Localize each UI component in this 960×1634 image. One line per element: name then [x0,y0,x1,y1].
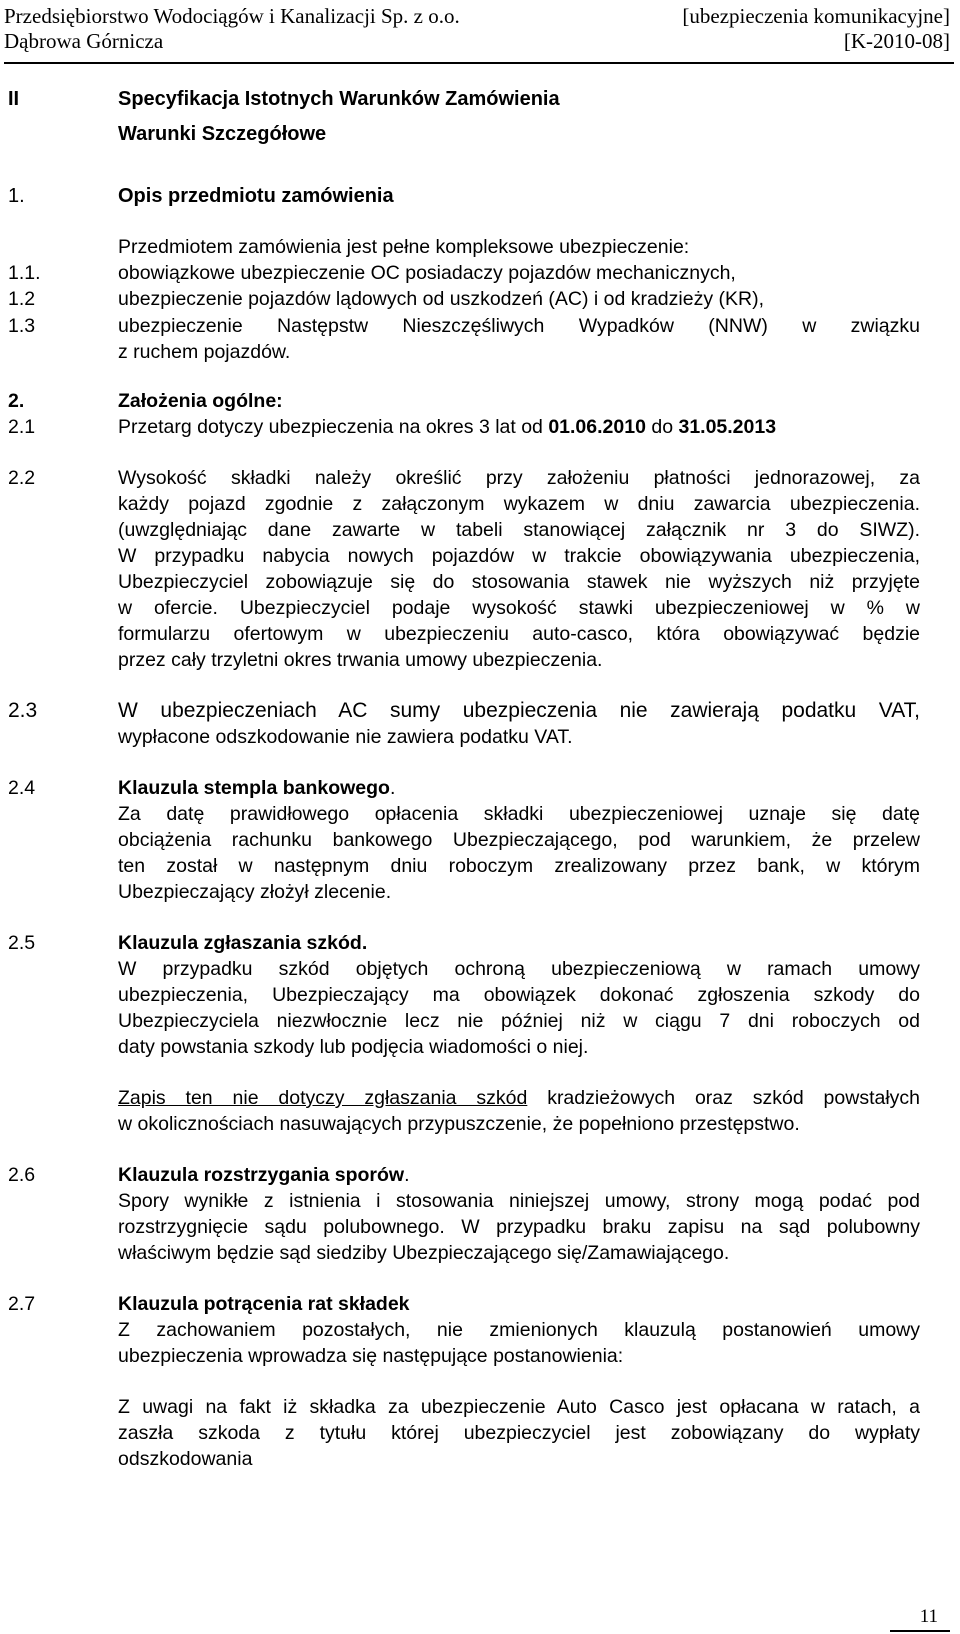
clause-line: obciążenia rachunku bankowego Ubezpieczającego, pod warunkiem, że przelew [118,829,920,851]
clause-number: 2.5 [8,932,36,954]
heading-2-title: Założenia ogólne: [118,390,283,412]
clause-title: Klauzula rozstrzygania sporów [118,1164,405,1186]
clause-number: 2.6 [8,1164,36,1186]
underlined-note: Zapis ten nie dotyczy zgłaszania szkód [118,1087,528,1109]
section-title: Specyfikacja Istotnych Warunków Zamówienia [118,88,560,110]
clause-line: Ubezpieczyciel zobowiązuje się do stosowania stawek nie wyższych niż przyjęte [118,571,920,593]
clause-number: 2.1 [8,416,36,438]
clause-title-line: Klauzula rozstrzygania sporów. [118,1164,410,1186]
date-from: 01.06.2010 [548,416,646,438]
document-code: [K-2010-08] [843,29,950,53]
clause-title: Klauzula potrącenia rat składek [118,1293,410,1315]
page-number: 11 [919,1606,938,1627]
clause-number: 2.4 [8,777,36,799]
clause-line: ten został w następnym dniu roboczym zrealizowany przez bank, w którym [118,855,920,877]
heading-1-title: Opis przedmiotu zamówienia [118,185,394,207]
note-text: kradzieżowych oraz szkód powstałych [527,1087,921,1109]
clause-line: ubezpieczenia wprowadza się następujące postanowienia: [118,1345,624,1367]
clause-line: W przypadku nabycia nowych pojazdów w trakcie obowiązywania ubezpieczenia, [118,545,920,567]
item-text: ubezpieczenie Następstw Nieszczęśliwych Wypadków (NNW) w związku [118,315,920,337]
clause-line: Z uwagi na fakt iż składka za ubezpieczenie Auto Casco jest opłacana w ratach, a [118,1396,920,1418]
company-city: Dąbrowa Górnicza [4,29,164,53]
clause-note-line [118,1085,920,1111]
item-number: 1.1. [8,262,41,284]
clause-line: w ofercie. Ubezpieczyciel podaje wysokość stawki ubezpieczeniowej w % w [118,597,920,619]
clause-line: Z zachowaniem pozostałych, nie zmienionych klauzulą postanowień umowy [118,1319,920,1341]
clause-line: przez cały trzyletni okres trwania umowy ubezpieczenia. [118,649,603,671]
page-header [0,0,960,70]
clause-line: Za datę prawidłowego opłacenia składki ubezpieczeniowej uznaje się datę [118,803,920,825]
clause-line: zaszła szkoda z tytułu której ubezpieczyciel jest zobowiązany do wypłaty [118,1422,920,1444]
clause-title: Klauzula stempla bankowego [118,777,390,799]
section-subtitle: Warunki Szczegółowe [118,123,327,145]
clause-line: W przypadku szkód objętych ochroną ubezpieczeniową w ramach umowy [118,958,920,980]
clause-line: Ubezpieczający złożył zlecenie. [118,881,392,903]
item-text: obowiązkowe ubezpieczenie OC posiadaczy pojazdów mechanicznych, [118,262,736,284]
item-text-cont: z ruchem pojazdów. [118,341,291,363]
clause-line: Spory wynikłe z istnienia i stosowania niniejszej umowy, strony mogą podać pod [118,1190,920,1212]
clause-line: rozstrzygnięcie sądu polubownego. W przypadku braku zapisu na sąd polubowny [118,1216,920,1238]
footer-divider [890,1630,950,1632]
section-number: II [8,88,20,110]
clause-line: Ubezpieczyciela niezwłocznie lecz nie później niż w ciągu 7 dni roboczych od [118,1010,920,1032]
clause-line: każdy pojazd zgodnie z załączonym wykazem w dniu zawarcia ubezpieczenia. [118,493,920,515]
company-name: Przedsiębiorstwo Wodociągów i Kanalizacji Sp. z o.o. [4,4,460,28]
clause-number: 2.7 [8,1293,36,1315]
clause-text: do [645,416,679,438]
clause-line: formularzu ofertowym w ubezpieczeniu auto-casco, która obowiązywać będzie [118,623,920,645]
item-number: 1.2 [8,288,36,310]
heading-1-number: 1. [8,185,25,207]
clause-note-line: w okolicznościach nasuwających przypuszczenie, że popełniono przestępstwo. [118,1113,800,1135]
clause-line: daty powstania szkody lub podjęcia wiadomości o niej. [118,1036,589,1058]
clause-line: W ubezpieczeniach AC sumy ubezpieczenia nie zawierają podatku VAT, [118,699,920,722]
clause-title: Klauzula zgłaszania szkód. [118,932,368,954]
date-to: 31.05.2013 [678,416,777,438]
clause-title-line: Klauzula stempla bankowego. [118,777,396,799]
clause-line: wypłacone odszkodowanie nie zawiera podatku VAT. [118,726,573,748]
clause-line: Wysokość składki należy określić przy założeniu płatności jednorazowej, za [118,467,920,489]
clause-line: ubezpieczenia, Ubezpieczający ma obowiązek dokonać zgłoszenia szkody do [118,984,920,1006]
clause-2-1-text [118,414,776,440]
document-type: [ubezpieczenia komunikacyjne] [682,4,950,28]
clause-number: 2.3 [8,699,38,722]
item-number: 1.3 [8,315,36,337]
clause-number: 2.2 [8,467,36,489]
heading-2-number: 2. [8,390,25,412]
item-text: ubezpieczenie pojazdów lądowych od uszkodzeń (AC) i od kradzieży (KR), [118,288,764,310]
clause-text: Przetarg dotyczy ubezpieczenia na okres 3 lat od [118,416,549,438]
header-divider [4,62,954,64]
clause-line: odszkodowania [118,1448,253,1470]
clause-line: właściwym będzie sąd siedziby Ubezpieczającego się/Zamawiającego. [118,1242,730,1264]
clause-line: (uwzględniając dane zawarte w tabeli stanowiącej załącznik nr 3 do SIWZ). [118,519,920,541]
s1-intro: Przedmiotem zamówienia jest pełne kompleksowe ubezpieczenie: [118,236,690,258]
